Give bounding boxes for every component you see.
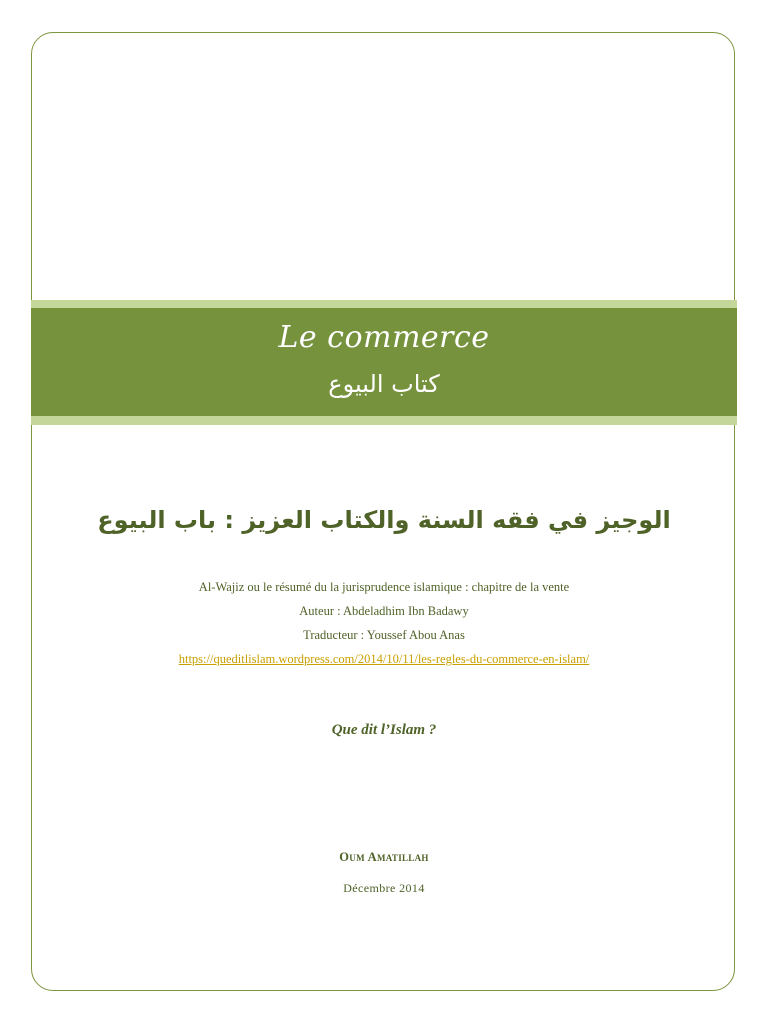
title-band-top-stripe xyxy=(31,300,737,308)
title-french: Le commerce xyxy=(278,320,490,355)
book-subtitle: Al-Wajiz ou le résumé du la jurisprudence islamique : chapitre de la vente xyxy=(198,580,570,594)
author-line: Auteur : Abdeladhim Ibn Badawy xyxy=(299,604,469,618)
title-band-bottom-stripe xyxy=(31,416,737,425)
source-link[interactable]: https://queditlislam.wordpress.com/2014/10/11/les-regles-du-commerce-en-islam/ xyxy=(178,652,590,666)
tagline: Que dit l’Islam ? xyxy=(331,722,437,738)
title-band xyxy=(31,308,737,416)
arabic-book-heading: الوجيز في فقه السنة والكتاب العزيز : باب البيوع xyxy=(97,506,671,534)
title-arabic: كتاب البيوع xyxy=(328,370,440,398)
compiler-name: Oum Amatillah xyxy=(339,850,429,864)
translator-line: Traducteur : Youssef Abou Anas xyxy=(303,628,465,642)
publication-date: Décembre 2014 xyxy=(343,881,425,895)
